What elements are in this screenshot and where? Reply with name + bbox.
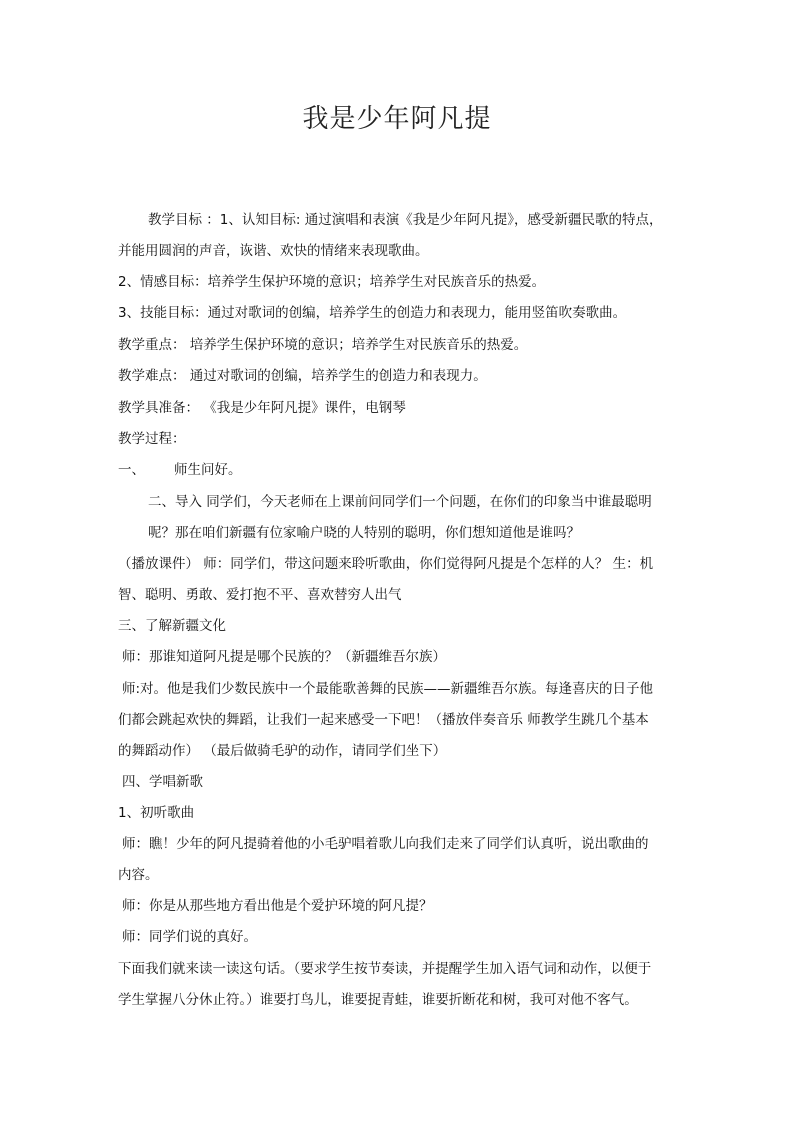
paragraph-line: （播放课件） 师：同学们，带这问题来聆听歌曲，你们觉得阿凡提是个怎样的人？ 生：机: [118, 556, 654, 572]
paragraph-line: 们都会跳起欢快的舞蹈，让我们一起来感受一下吧！（播放伴奏音乐 师教学生跳几个基本: [118, 712, 649, 728]
paragraph-line: 教学目标 ：1、认知目标: 通过演唱和表演《我是少年阿凡提》，感受新疆民歌的特点，: [148, 212, 663, 228]
list-marker: 一、: [118, 462, 145, 478]
paragraph-line: 下面我们就来读一读这句话。（要求学生按节奏读，并提醒学生加入语气词和动作，以便于: [118, 961, 652, 977]
paragraph-line: 师：你是从那些地方看出他是个爱护环境的阿凡提？: [122, 898, 433, 914]
paragraph-line: 教学具准备： 《我是少年阿凡提》课件，电钢琴: [118, 400, 406, 416]
paragraph-line: 2、情感目标：培养学生保护环境的意识；培养学生对民族音乐的热爱。: [118, 274, 546, 290]
paragraph-line: 师：同学们说的真好。: [122, 929, 257, 945]
paragraph-line: 教学过程：: [118, 431, 186, 447]
paragraph-line: 师:对。他是我们少数民族中一个最能歌善舞的民族——新疆维吾尔族。每逢喜庆的日子他: [122, 681, 654, 697]
paragraph-line: 师生问好。: [174, 462, 242, 478]
paragraph-line: 呢？那在咱们新疆有位家喻户晓的人特别的聪明，你们想知道他是谁吗？: [148, 525, 580, 541]
paragraph-line: 并能用圆润的声音，诙谐、欢快的情绪来表现歌曲。: [118, 243, 429, 259]
paragraph-line: 教学重点： 培养学生保护环境的意识；培养学生对民族音乐的热爱。: [118, 337, 528, 353]
paragraph-line: 三、了解新疆文化: [118, 618, 226, 634]
paragraph-line: 四、学唱新歌: [122, 774, 203, 790]
paragraph-line: 师：那谁知道阿凡提是哪个民族的？（新疆维吾尔族）: [122, 649, 446, 665]
paragraph-line: 内容。: [118, 867, 159, 883]
paragraph-line: 教学难点： 通过对歌词的创编，培养学生的创造力和表现力。: [118, 368, 487, 384]
paragraph-line: 的舞蹈动作） （最后做骑毛驴的动作，请同学们坐下）: [118, 743, 447, 759]
paragraph-line: 3、技能目标：通过对歌词的创编，培养学生的创造力和表现力，能用竖笛吹奏歌曲。: [118, 305, 627, 321]
paragraph-line: 学生掌握八分休止符。）谁要打鸟儿，谁要捉青蛙，谁要折断花和树，我可对他不客气。: [118, 992, 638, 1008]
paragraph-line: 二、导入 同学们，今天老师在上课前问同学们一个问题，在你们的印象当中谁最聪明: [148, 494, 652, 510]
paragraph-line: 师：瞧！少年的阿凡提骑着他的小毛驴唱着歌儿向我们走来了同学们认真听，说出歌曲的: [122, 836, 649, 852]
paragraph-line: 1、初听歌曲: [118, 805, 195, 821]
paragraph-line: 智、聪明、勇敢、爱打抱不平、喜欢替穷人出气: [118, 587, 402, 603]
document-title: 我是少年阿凡提: [302, 104, 492, 134]
